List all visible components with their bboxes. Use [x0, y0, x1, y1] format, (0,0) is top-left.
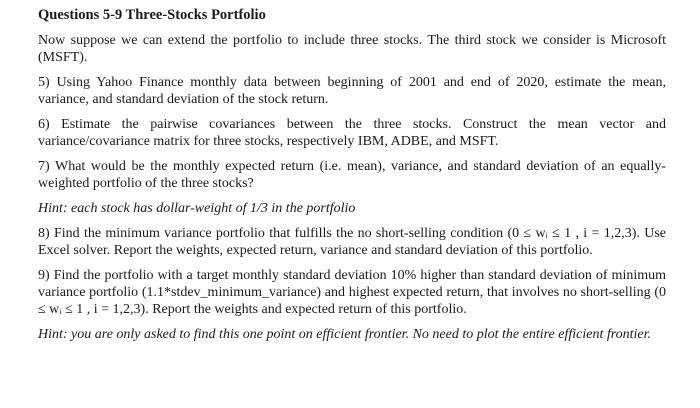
section-title: Questions 5-9 Three-Stocks Portfolio — [38, 7, 266, 23]
question-8: 8) Find the minimum variance portfolio that fulfills the no short-selling condition (0 ≤ wᵢ ≤ 1 , i = 1,2,3). Use Excel solver. Report the weights, expected return, variance and standard deviation of this portfolio. — [38, 226, 666, 258]
question-6: 6) Estimate the pairwise covariances between the three stocks. Construct the mean vector and variance/covariance matrix for three stocks, respectively IBM, ADBE, and MSFT. — [38, 117, 666, 149]
hint-efficient-frontier: Hint: you are only asked to find this one point on efficient frontier. No need to plot the entire efficient frontier. — [38, 327, 652, 342]
question-9: 9) Find the portfolio with a target monthly standard deviation 10% higher than standard deviation of minimum variance portfolio (1.1*stdev_minimum_variance) and highest expected return, that involves no short-selling (0 ≤ wᵢ ≤ 1 , i = 1,2,3). Report the weights and expected return of this portfolio. — [38, 268, 666, 317]
intro-paragraph: Now suppose we can extend the portfolio to include three stocks. The third stock we consider is Microsoft (MSFT). — [38, 33, 666, 65]
document-page — [38, 6, 666, 351]
hint-equal-weight: Hint: each stock has dollar-weight of 1/3 in the portfolio — [38, 201, 356, 216]
question-5: 5) Using Yahoo Finance monthly data between beginning of 2001 and end of 2020, estimate the mean, variance, and standard deviation of the stock return. — [38, 75, 666, 107]
question-7: 7) What would be the monthly expected return (i.e. mean), variance, and standard deviation of an equally-weighted portfolio of the three stocks? — [38, 159, 666, 191]
